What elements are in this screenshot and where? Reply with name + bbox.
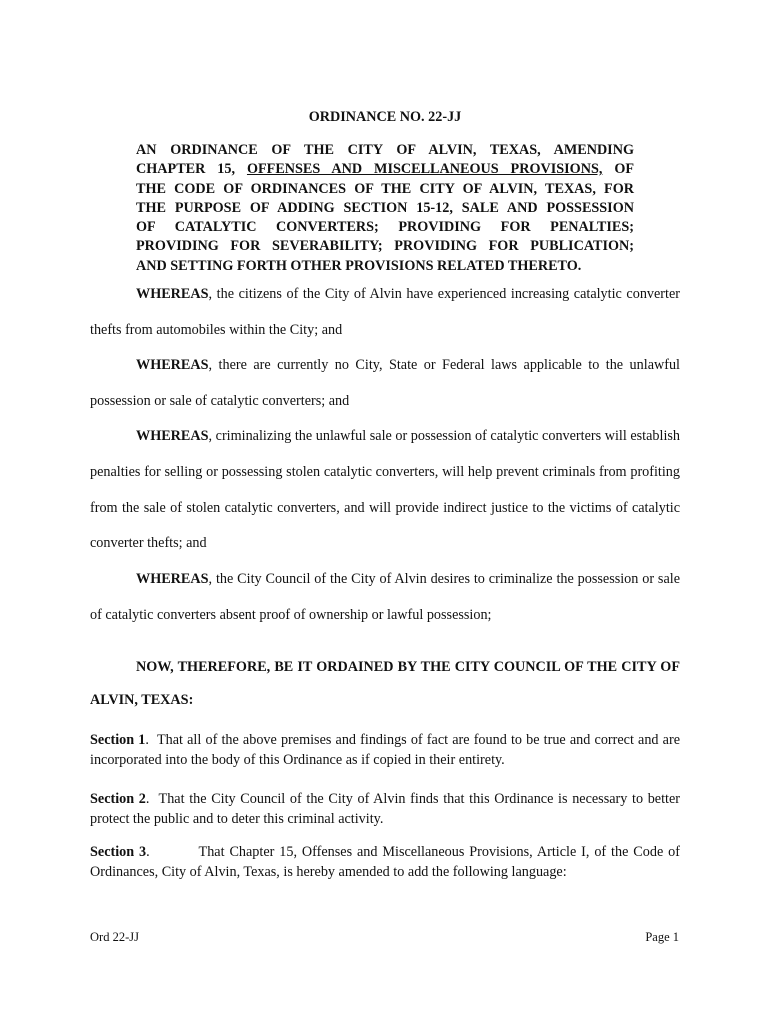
section-text: . That Chapter 15, Offenses and Miscellaneous Provisions, Article I, of the Code of Ordinances, City of Alvin, Texas, is hereby amended to add the following language: <box>90 844 684 880</box>
section-label: Section 3 <box>90 844 147 860</box>
chapter-title-underlined: OFFENSES AND MISCELLANEOUS PROVISIONS, <box>246 161 603 178</box>
caption-line: THE PURPOSE OF ADDING SECTION 15-12, SALE AND POSSESSION <box>136 199 634 216</box>
caption-line: PROVIDING FOR SEVERABILITY; PROVIDING FOR PUBLICATION; <box>136 238 634 255</box>
ordinance-caption <box>136 141 634 276</box>
whereas-lead: WHEREAS <box>136 428 209 444</box>
whereas-text: , the citizens of the City of Alvin have experienced increasing catalytic converter thefts from automobiles within the City; and <box>90 286 680 338</box>
section-text: . That the City Council of the City of Alvin finds that this Ordinance is necessary to better protect the public and to deter this criminal activity. <box>90 791 684 827</box>
section-text: . That all of the above premises and findings of fact are found to be true and correct and are incorporated into the body of this Ordinance as if copied in their entirety. <box>90 732 684 768</box>
whereas-clause-3 <box>90 419 680 562</box>
caption-line: OF CATALYTIC CONVERTERS; PROVIDING FOR PENALTIES; <box>136 219 634 236</box>
whereas-clause-4 <box>90 562 680 634</box>
caption-line <box>136 160 634 179</box>
whereas-lead: WHEREAS <box>136 571 209 587</box>
whereas-text: , the City Council of the City of Alvin desires to criminalize the possession or sale of catalytic converters absent proof of ownership or lawful possession; <box>90 571 680 623</box>
whereas-lead: WHEREAS <box>136 357 209 373</box>
section-label: Section 2 <box>90 791 146 807</box>
section-label: Section 1 <box>90 732 146 748</box>
caption-line: AN ORDINANCE OF THE CITY OF ALVIN, TEXAS, AMENDING <box>136 142 634 158</box>
footer-ordinance-ref: Ord 22-JJ <box>90 930 139 944</box>
ordaining-clause <box>90 651 680 717</box>
section-1 <box>90 731 684 770</box>
section-3 <box>90 843 684 882</box>
ordaining-text: NOW, THEREFORE, BE IT ORDAINED BY THE CITY COUNCIL OF THE CITY OF ALVIN, TEXAS: <box>90 659 680 708</box>
whereas-text: , criminalizing the unlawful sale or possession of catalytic converters will establish penalties for selling or possessing stolen catalytic converters, will help prevent criminals from profiting from the sale of stolen catalytic converters, and will provide indirect justice to the victims of catalytic converter thefts; and <box>90 428 680 552</box>
whereas-clause-1 <box>90 277 680 349</box>
caption-text: OF <box>614 161 635 178</box>
whereas-clause-2 <box>90 348 680 420</box>
whereas-lead: WHEREAS <box>136 286 209 302</box>
caption-line: THE CODE OF ORDINANCES OF THE CITY OF ALVIN, TEXAS, FOR <box>136 180 634 197</box>
caption-text: CHAPTER 15, <box>136 161 236 178</box>
caption-line: AND SETTING FORTH OTHER PROVISIONS RELATED THERETO. <box>136 257 582 274</box>
footer-page-number: Page 1 <box>645 930 679 944</box>
whereas-text: , there are currently no City, State or Federal laws applicable to the unlawful possession or sale of catalytic converters; and <box>90 357 680 409</box>
section-2 <box>90 790 684 829</box>
ordinance-title: ORDINANCE NO. 22-JJ <box>308 109 462 125</box>
